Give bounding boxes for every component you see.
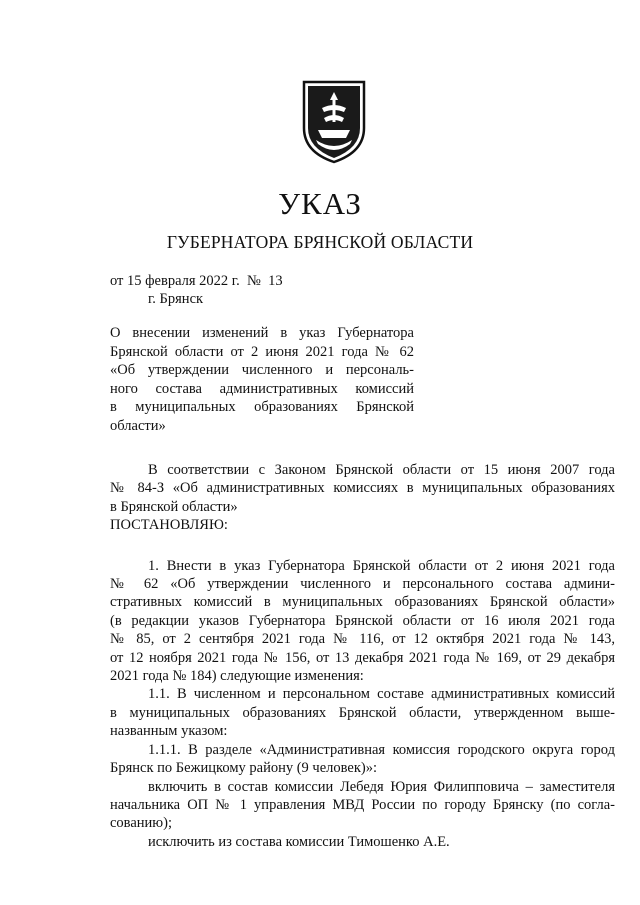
body-line: 2021 года № 184) следующие изменения: xyxy=(110,668,364,685)
body-line: Брянск по Бежицкому району (9 человек)»: xyxy=(110,760,377,777)
bryansk-coat-of-arms-icon xyxy=(300,78,368,164)
document-date-number: от 15 февраля 2022 г. № 13 xyxy=(110,273,283,289)
body-line: от 12 ноября 2021 года № 156, от 13 декабря 2021 года № 169, от 29 декабря xyxy=(110,649,615,666)
heading-line: области» xyxy=(110,417,166,434)
body-line: № 85, от 2 сентября 2021 года № 116, от 12 октября 2021 года № 143, xyxy=(110,631,615,648)
body-line: 1.1. В численном и персональном составе административных комиссий xyxy=(148,686,615,703)
body-line: 1. Внести в указ Губернатора Брянской области от 2 июня 2021 года xyxy=(148,557,615,574)
heading-line: ного состава административных комиссий xyxy=(110,380,414,397)
document-subtitle: ГУБЕРНАТОРА БРЯНСКОЙ ОБЛАСТИ xyxy=(166,232,474,252)
heading-line: Брянской области от 2 июня 2021 года № 62 xyxy=(110,343,414,360)
document-title: УКАЗ xyxy=(278,186,362,221)
body-line: исключить из состава комиссии Тимошенко А.Е. xyxy=(148,833,450,850)
body-line: начальника ОП № 1 управления МВД России по городу Брянску (по согла- xyxy=(110,796,615,813)
body-line: включить в состав комиссии Лебедя Юрия Филипповича – заместителя xyxy=(148,778,615,795)
body-line: стративных комиссий в муниципальных образованиях Брянской области» xyxy=(110,594,615,611)
document-city: г. Брянск xyxy=(148,291,204,307)
body-line: названным указом: xyxy=(110,723,228,740)
body-line: сованию); xyxy=(110,815,172,832)
preamble-line: № 84-З «Об административных комиссиях в муниципальных образованиях xyxy=(110,480,615,497)
heading-line: «Об утверждении численного и персональ- xyxy=(110,362,414,378)
heading-line: в муниципальных образованиях Брянской xyxy=(110,399,414,415)
body-line: в муниципальных образованиях Брянской области, утвержденном выше- xyxy=(110,704,615,721)
decree-heading xyxy=(110,324,414,435)
decree-body xyxy=(110,461,615,851)
preamble-line: В соответствии с Законом Брянской области от 15 июня 2007 года xyxy=(148,462,615,478)
heading-line: О внесении изменений в указ Губернатора xyxy=(110,325,414,341)
body-line: 1.1.1. В разделе «Административная комиссия городского округа город xyxy=(148,741,615,758)
body-line: (в редакции указов Губернатора Брянской области от 16 июля 2021 года xyxy=(110,612,615,629)
paragraph-gap xyxy=(110,535,615,557)
resolve-word: ПОСТАНОВЛЯЮ: xyxy=(110,517,228,534)
preamble-line: в Брянской области» xyxy=(110,498,238,515)
body-line: № 62 «Об утверждении численного и персонального состава админи- xyxy=(110,576,615,593)
